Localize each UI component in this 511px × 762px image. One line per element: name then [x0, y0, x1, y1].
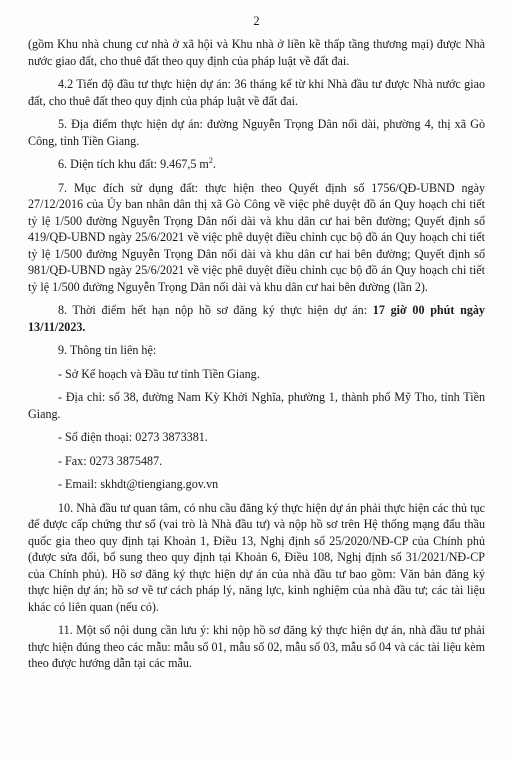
paragraph-10-registration-procedure: 10. Nhà đầu tư quan tâm, có nhu cầu đăng ký thực hiện dự án phải thực hiện các thủ tục để được cấp chứng thư số (vai trò là Nhà đầu tư) và nộp hồ sơ trên Hệ thống mạng đấu thầu quốc gia theo quy định tại Khoản 1, Điều 13, Nghị định số 25/2020/NĐ-CP của Chính phủ (được sửa đổi, bổ sung theo quy định tại Khoản 6, Điều 108, Nghị định số 31/2021/NĐ-CP của Chính phủ). Hồ sơ đăng ký thực hiện dự án của nhà đầu tư bao gồm: Văn bản đăng ký thực hiện dự án; hồ sơ về tư cách pháp lý, năng lực, kinh nghiệm của nhà đầu tư; các tài liệu khác có liên quan (nếu có). [28, 500, 485, 614]
contact-fax: - Fax: 0273 3875487. [58, 453, 163, 468]
land-area-period: . [212, 157, 216, 171]
deadline-date: 17 giờ 00 phút ngày 13/11/2023. [28, 303, 485, 334]
paragraph-4-2-investment-schedule: 4.2 Tiến độ đầu tư thực hiện dự án: 36 tháng kể từ khi Nhà đầu tư được Nhà nước giao đất, cho thuê đất theo quy định của pháp luật về đất đai. [28, 77, 485, 108]
contact-organization: - Sở Kế hoạch và Đầu tư tỉnh Tiền Giang. [58, 366, 260, 381]
paragraph-8-deadline [28, 302, 485, 335]
paragraph-5-project-location: 5. Địa điểm thực hiện dự án: đường Nguyễn Trọng Dân nối dài, phường 4, thị xã Gò Công, tỉnh Tiền Giang. [28, 117, 485, 148]
contact-address: - Địa chỉ: số 38, đường Nam Kỳ Khởi Nghĩa, phường 1, thành phố Mỹ Tho, tỉnh Tiền Giang. [28, 390, 485, 421]
paragraph-9-contact-heading: 9. Thông tin liên hệ: [58, 343, 157, 357]
paragraph-6-land-area [28, 156, 485, 173]
paragraph-7-land-use-purpose: 7. Mục đích sử dụng đất: thực hiện theo Quyết định số 1756/QĐ-UBND ngày 27/12/2016 của Ủy ban nhân dân thị xã Gò Công về việc phê duyệt đồ án Quy hoạch chi tiết tỷ lệ 1/500 đường Nguyễn Trọng Dân nối dài và khu dân cư hai bên đường; Quyết định số 419/QĐ-UBND ngày 25/6/2021 về việc phê duyệt điều chỉnh cục bộ đồ án Quy hoạch chi tiết tỷ lệ 1/500 đường Nguyễn Trọng Dân nối dài và khu dân cư hai bên đường; Quyết định số 981/QĐ-UBND ngày 25/6/2021 về việc phê duyệt điều chỉnh cục bộ đồ án Quy hoạch chi tiết tỷ lệ 1/500 đường Nguyễn Trọng Dân nối dài và khu dân cư hai bên đường (lần 2). [28, 180, 485, 294]
paragraph-continuation: (gồm Khu nhà chung cư nhà ở xã hội và Khu nhà ở liền kề thấp tầng thương mại) được Nhà nước giao đất, cho thuê đất theo quy định của pháp luật về đất đai. [28, 37, 485, 68]
deadline-text: 8. Thời điểm hết hạn nộp hồ sơ đăng ký thực hiện dự án: [58, 303, 373, 317]
land-area-text: 6. Diện tích khu đất: 9.467,5 m [58, 157, 209, 171]
page-number: 2 [253, 14, 260, 28]
land-area-unit-superscript: 2 [208, 155, 213, 165]
contact-email: - Email: skhdt@tiengiang.gov.vn [58, 477, 219, 491]
paragraph-11-notes: 11. Một số nội dung cần lưu ý: khi nộp hồ sơ đăng ký thực hiện dự án, nhà đầu tư phải thực hiện đúng theo các mẫu: mẫu số 01, mẫu số 02, mẫu số 03, mẫu số 04 và các tài liệu kèm theo được hướng dẫn tại các mẫu. [28, 623, 485, 670]
contact-phone: - Số điện thoại: 0273 3873381. [58, 430, 208, 444]
